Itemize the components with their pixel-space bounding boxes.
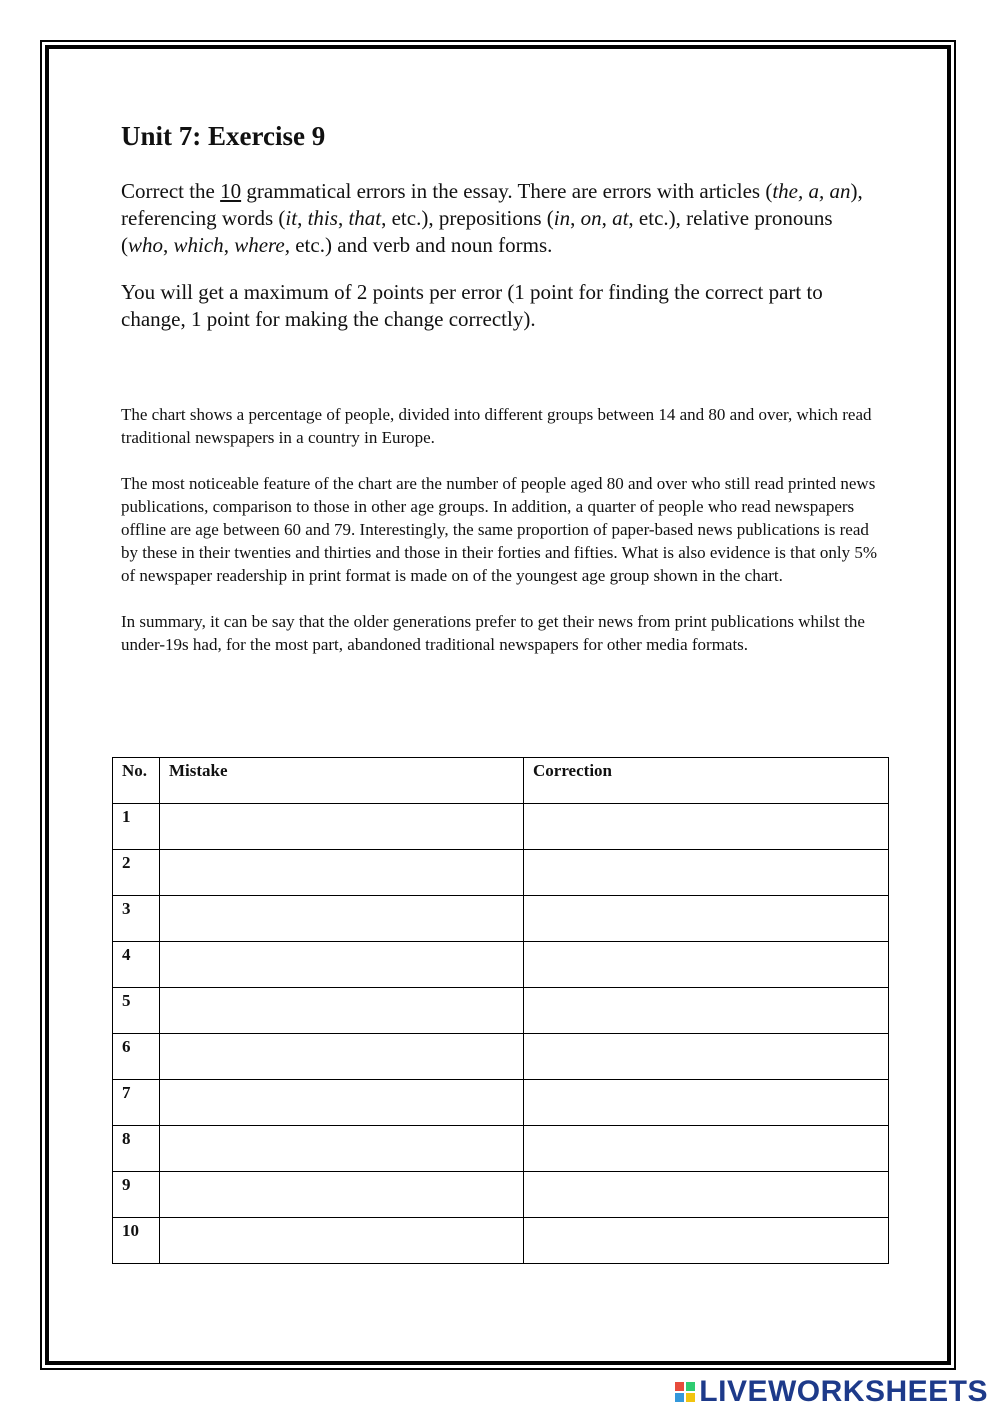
table-row <box>113 988 889 1034</box>
instr-example: which <box>173 233 224 258</box>
logo-square <box>686 1393 695 1402</box>
instr-sep: , <box>601 206 613 231</box>
row-number: 6 <box>113 1034 160 1080</box>
row-number: 4 <box>113 942 160 988</box>
instr-text: ), referencing words ( <box>121 179 863 231</box>
essay-paragraph: The chart shows a percentage of people, divided into different groups between 14 and 80 and over, which read traditional newspapers in a country in Europe. <box>121 405 872 448</box>
instr-example: the, a, an <box>772 179 851 204</box>
instr-example: this <box>307 206 338 231</box>
essay-paragraph: The most noticeable feature of the chart are the number of people aged 80 and over who still read printed news publications, comparison to those in other age groups. In addition, a quarter of people who read newspapers offline are age between 60 and 79. Interestingly, the same proportion of paper-based news publications is read by these in their twenties and thirties and those in their forties and fifties. What is also evidence is that only 5% of newspaper readership in print format is made on of the youngest age group shown in the chart. <box>121 474 878 586</box>
table-row <box>113 1218 889 1264</box>
answer-table <box>112 757 889 1264</box>
table-row <box>113 1172 889 1218</box>
mistake-cell[interactable] <box>160 1126 524 1172</box>
table-row <box>113 942 889 988</box>
mistake-cell[interactable] <box>160 1034 524 1080</box>
correction-cell[interactable] <box>524 850 889 896</box>
instr-example: on <box>580 206 602 231</box>
error-count: 10 <box>220 179 242 204</box>
row-number: 8 <box>113 1126 160 1172</box>
table-row <box>113 1080 889 1126</box>
row-number: 5 <box>113 988 160 1034</box>
worksheet-content <box>121 120 881 679</box>
mistake-cell[interactable] <box>160 850 524 896</box>
row-number: 9 <box>113 1172 160 1218</box>
instr-text: Correct the <box>121 179 221 204</box>
correction-cell[interactable] <box>524 1080 889 1126</box>
mistake-cell[interactable] <box>160 988 524 1034</box>
essay-paragraph: In summary, it can be say that the older generations prefer to get their news from print publications whilst the under-19s had, for the most part, abandoned traditional newspapers for other media formats. <box>121 612 865 655</box>
correction-cell[interactable] <box>524 1034 889 1080</box>
instr-text: , etc.), prepositions ( <box>381 206 554 231</box>
instr-example: that <box>348 206 382 231</box>
correction-cell[interactable] <box>524 804 889 850</box>
instr-example: at <box>612 206 629 231</box>
instr-sep: , <box>223 233 235 258</box>
instr-sep: , <box>337 206 349 231</box>
instr-example: who <box>128 233 164 258</box>
row-number: 10 <box>113 1218 160 1264</box>
row-number: 2 <box>113 850 160 896</box>
instr-sep: , <box>163 233 174 258</box>
correction-cell[interactable] <box>524 1218 889 1264</box>
page-title: Unit 7: Exercise 9 <box>121 121 326 151</box>
instr-text: grammatical errors in the essay. There are errors with articles ( <box>241 179 773 204</box>
logo-square <box>686 1382 695 1391</box>
instr-example: in <box>553 206 571 231</box>
correction-cell[interactable] <box>524 896 889 942</box>
liveworksheets-logo-icon <box>675 1382 695 1402</box>
header-no: No. <box>113 758 160 804</box>
table-row <box>113 1126 889 1172</box>
row-number: 7 <box>113 1080 160 1126</box>
brand-text: LIVEWORKSHEETS <box>699 1375 988 1408</box>
logo-square <box>675 1382 684 1391</box>
mistake-cell[interactable] <box>160 1218 524 1264</box>
scoring-paragraph: You will get a maximum of 2 points per error (1 point for finding the correct part to change, 1 point for making the change correctly). <box>121 280 823 332</box>
header-correction: Correction <box>524 758 889 804</box>
row-number: 3 <box>113 896 160 942</box>
correction-cell[interactable] <box>524 942 889 988</box>
mistake-cell[interactable] <box>160 804 524 850</box>
mistake-cell[interactable] <box>160 896 524 942</box>
table-header-row <box>113 758 889 804</box>
mistake-cell[interactable] <box>160 942 524 988</box>
correction-cell[interactable] <box>524 988 889 1034</box>
instr-example: it <box>285 206 298 231</box>
row-number: 1 <box>113 804 160 850</box>
instr-sep: , <box>570 206 581 231</box>
table-row <box>113 850 889 896</box>
mistake-cell[interactable] <box>160 1080 524 1126</box>
instr-example: where, <box>234 233 290 258</box>
instructions-paragraph <box>121 178 881 259</box>
instr-text: etc.) and verb and noun forms. <box>289 233 553 258</box>
header-mistake: Mistake <box>160 758 524 804</box>
mistake-cell[interactable] <box>160 1172 524 1218</box>
correction-cell[interactable] <box>524 1172 889 1218</box>
instr-sep: , <box>297 206 308 231</box>
table-row <box>113 1034 889 1080</box>
essay <box>121 403 881 656</box>
correction-cell[interactable] <box>524 1126 889 1172</box>
table-row <box>113 896 889 942</box>
instr-text: , etc.), relative pronouns ( <box>121 206 833 258</box>
table-row <box>113 804 889 850</box>
logo-square <box>675 1393 684 1402</box>
liveworksheets-brand <box>675 1375 988 1409</box>
